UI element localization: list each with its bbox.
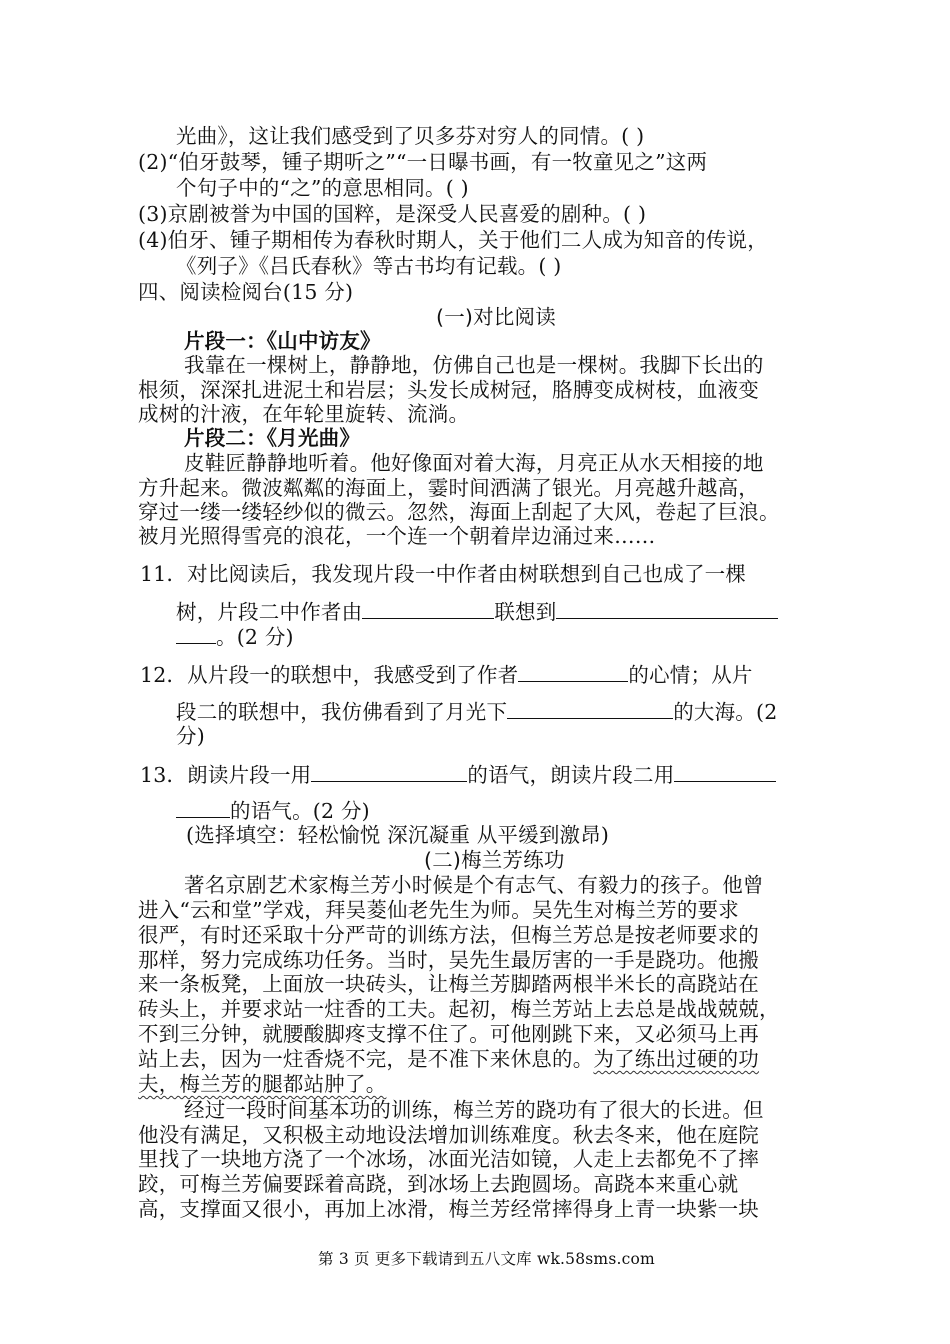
question-11-text: 树，片段二中作者由 xyxy=(176,600,363,624)
question-11-line2 xyxy=(176,598,778,625)
answer-blank[interactable] xyxy=(176,797,230,818)
question-13-text: 13．朗读片段一用 xyxy=(140,763,312,787)
question-12-text: 的大海。(2 xyxy=(673,700,778,724)
passage-line: 来一条板凳，上面放一块砖头，让梅兰芳脚踏两根半米长的高跷站在 xyxy=(138,972,759,996)
section-heading: 四、阅读检阅台(15 分) xyxy=(138,280,354,304)
question-11-text: 联想到 xyxy=(494,600,557,624)
passage-line: 那样，努力完成练功任务。当时，吴先生最厉害的一手是跷功。他搬 xyxy=(138,948,759,972)
fragment2-line: 穿过一缕一缕轻纱似的微云。忽然，海面上刮起了大风，卷起了巨浪。 xyxy=(138,500,780,524)
passage-text: 站上去，因为一炷香烧不完，是不准下来休息的。 xyxy=(138,1047,594,1071)
passage-line: 他没有满足，又积极主动地设法增加训练难度。秋去冬来，他在庭院 xyxy=(138,1123,759,1147)
answer-blank[interactable] xyxy=(556,598,778,619)
question-12-line2 xyxy=(176,698,777,725)
fragment2-line: 皮鞋匠静静地听着。他好像面对着大海，月亮正从水天相接的地 xyxy=(184,451,764,475)
passage-line: 不到三分钟，就腰酸脚疼支撑不住了。可他刚跳下来，又必须马上再 xyxy=(138,1022,759,1046)
passage-line: 进入“云和堂”学戏，拜吴菱仙老先生为师。吴先生对梅兰芳的要求 xyxy=(138,898,739,922)
passage-line xyxy=(138,1046,759,1072)
part2-title: (二)梅兰芳练功 xyxy=(424,848,565,872)
part1-title: (一)对比阅读 xyxy=(436,305,556,329)
answer-blank[interactable] xyxy=(518,661,628,682)
passage-line: 跤，可梅兰芳偏要踩着高跷，到冰场上去跑圆场。高跷本来重心就 xyxy=(138,1172,739,1196)
question-3: (3)京剧被誉为中国的国粹，是深受人民喜爱的剧种。( ) xyxy=(138,202,647,226)
question-11: 11．对比阅读后，我发现片段一中作者由树联想到自己也成了一棵 xyxy=(140,562,747,586)
wavy-underlined-sentence: 为了练出过硬的功 xyxy=(593,1047,760,1071)
page-footer: 第 3 页 更多下载请到五八文库 wk.58sms.com xyxy=(318,1250,655,1268)
question-12-text: 段二的联想中，我仿佛看到了月光下 xyxy=(176,700,508,724)
question-11-line3 xyxy=(176,623,294,650)
question-2: (2)“伯牙鼓琴，锺子期听之”“一日曝书画，有一牧童见之”这两 xyxy=(138,150,708,174)
fragment1-line: 成树的汁液，在年轮里旋转、流淌。 xyxy=(138,402,470,426)
fragment2-line: 方升起来。微波粼粼的海面上，霎时间洒满了银光。月亮越升越高， xyxy=(138,476,759,500)
passage-line: 著名京剧艺术家梅兰芳小时候是个有志气、有毅力的孩子。他曾 xyxy=(184,873,764,897)
question-13-text: 的语气。(2 分) xyxy=(230,799,370,823)
question-11-score: 。(2 分) xyxy=(216,625,294,649)
question-13-text: 的语气，朗读片段二用 xyxy=(467,763,675,787)
answer-blank[interactable] xyxy=(311,761,467,782)
passage-line: 高，支撑面又很小，再加上冰滑，梅兰芳经常摔得身上青一块紫一块 xyxy=(138,1197,759,1221)
passage-line: 砖头上，并要求站一炷香的工夫。起初，梅兰芳站上去总是战战兢兢， xyxy=(138,997,780,1021)
fragment2-line: 被月光照得雪亮的浪花，一个连一个朝着岸边涌过来…… xyxy=(138,524,656,548)
question-12 xyxy=(140,661,753,688)
fragment1-line: 我靠在一棵树上，静静地，仿佛自己也是一棵树。我脚下长出的 xyxy=(184,353,764,377)
wavy-underlined-sentence: 夫，梅兰芳的腿都站肿了。 xyxy=(138,1072,387,1096)
passage-line xyxy=(138,1071,386,1097)
question-13-options: (选择填空：轻松愉悦 深沉凝重 从平缓到激昂) xyxy=(186,823,610,847)
passage-line: 经过一段时间基本功的训练，梅兰芳的跷功有了很大的长进。但 xyxy=(184,1098,764,1122)
question-12-text: 12．从片段一的联想中，我感受到了作者 xyxy=(140,663,519,687)
fragment2-title: 片段二：《月光曲》 xyxy=(184,426,361,450)
question-2-cont: 个句子中的“之”的意思相同。( ) xyxy=(176,176,469,200)
question-13 xyxy=(140,761,776,788)
question-4: (4)伯牙、锺子期相传为春秋时期人，关于他们二人成为知音的传说， xyxy=(138,228,768,252)
question-1-cont: 光曲》，这让我们感受到了贝多芬对穷人的同情。( ) xyxy=(176,124,645,148)
passage-line: 很严，有时还采取十分严苛的训练方法，但梅兰芳总是按老师要求的 xyxy=(138,923,759,947)
question-13-line2 xyxy=(176,797,370,824)
answer-blank[interactable] xyxy=(507,698,673,719)
answer-blank[interactable] xyxy=(176,623,216,644)
answer-blank[interactable] xyxy=(362,598,494,619)
question-4-cont: 《列子》《吕氏春秋》等古书均有记载。( ) xyxy=(176,254,562,278)
fragment1-title: 片段一：《山中访友》 xyxy=(184,329,381,353)
passage-line: 里找了一块地方浇了一个冰场，冰面光洁如镜，人走上去都免不了摔 xyxy=(138,1147,759,1171)
fragment1-line: 根须，深深扎进泥土和岩层；头发长成树冠，胳膊变成树枝，血液变 xyxy=(138,378,759,402)
question-12-line3: 分) xyxy=(176,724,205,748)
answer-blank[interactable] xyxy=(674,761,776,782)
question-12-text: 的心情；从片 xyxy=(628,663,753,687)
